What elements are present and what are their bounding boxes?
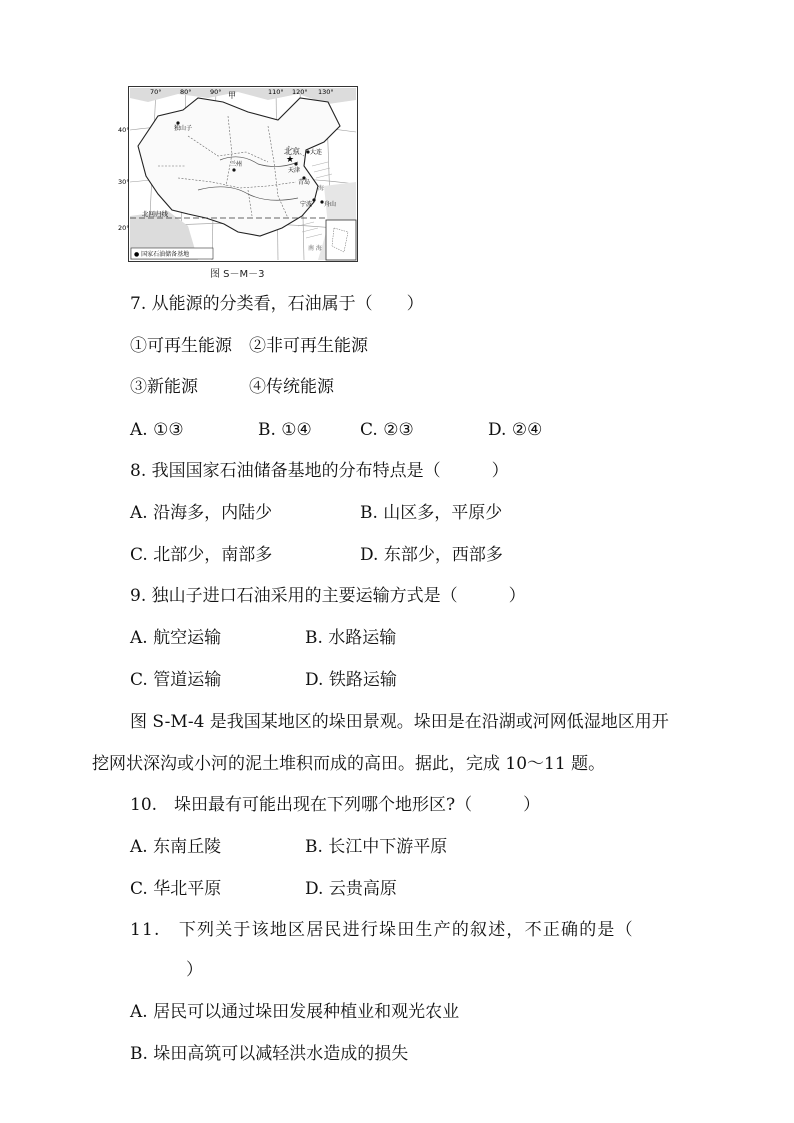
map-place-label: 大连 bbox=[310, 149, 323, 156]
map-figure bbox=[118, 86, 358, 262]
map-place-label: 兰州 bbox=[230, 161, 243, 168]
q7-stem: 7. 从能源的分类看，石油属于（ ） bbox=[130, 294, 424, 314]
q11-choice-a[interactable]: A. 居民可以通过垛田发展种植业和观光农业 bbox=[130, 1002, 460, 1022]
q8-choice-b[interactable]: B. 山区多，平原少 bbox=[360, 503, 503, 523]
passage-line1: 图 S-M-4 是我国某地区的垛田景观。垛田是在沿湖或河网低湿地区用开 bbox=[130, 712, 669, 732]
lat-label: 20° bbox=[118, 224, 130, 232]
map-legend: ● 国家石油储备基地 bbox=[134, 251, 190, 258]
q7-options-line1: ①可再生能源 ②非可再生能源 bbox=[130, 336, 368, 356]
passage-line2: 挖网状深沟或小河的泥土堆积而成的高田。据此，完成 10～11 题。 bbox=[92, 754, 606, 774]
q8-choice-a[interactable]: A. 沿海多，内陆少 bbox=[130, 503, 273, 523]
q10-stem: 10. 垛田最有可能出现在下列哪个地形区?（ ） bbox=[130, 795, 541, 815]
map-place-label: 宁波 bbox=[300, 201, 313, 208]
q8-choice-d[interactable]: D. 东部少，西部多 bbox=[360, 545, 503, 565]
q8-stem: 8. 我国国家石油储备基地的分布特点是（ ） bbox=[130, 461, 509, 481]
map-label-beijing: 北京 bbox=[284, 147, 300, 156]
q7-choice-a[interactable]: A. ①③ bbox=[130, 420, 184, 440]
q11-stem: 11. 下列关于该地区居民进行垛田生产的叙述，不正确的是（ bbox=[130, 920, 634, 940]
lon-label: 90° bbox=[210, 88, 222, 96]
q7-options-line2: ③新能源 ④传统能源 bbox=[130, 377, 334, 397]
q7-choice-b[interactable]: B. ①④ bbox=[258, 420, 312, 440]
star-icon: ★ bbox=[286, 155, 295, 165]
q9-choice-c[interactable]: C. 管道运输 bbox=[130, 670, 222, 690]
q9-choice-a[interactable]: A. 航空运输 bbox=[130, 628, 222, 648]
lon-label: 130° bbox=[318, 88, 334, 96]
lat-label: 40° bbox=[118, 126, 130, 134]
q8-choice-c[interactable]: C. 北部少，南部多 bbox=[130, 545, 273, 565]
q9-stem: 9. 独山子进口石油采用的主要运输方式是（ ） bbox=[130, 586, 526, 606]
lon-label: 110° bbox=[268, 88, 284, 96]
q9-choice-b[interactable]: B. 水路运输 bbox=[305, 628, 397, 648]
tropic-label: 北回归线 bbox=[142, 210, 168, 218]
q10-choice-c[interactable]: C. 华北平原 bbox=[130, 879, 222, 899]
q11-choice-b[interactable]: B. 垛田高筑可以减轻洪水造成的损失 bbox=[130, 1044, 409, 1064]
map-place-label: 舟山 bbox=[324, 201, 337, 208]
map-place-label: 青岛 bbox=[298, 179, 311, 186]
map-place-label: 独山子 bbox=[174, 125, 193, 132]
lon-label: 120° bbox=[292, 88, 308, 96]
map-place-label: 天津 bbox=[288, 167, 301, 174]
q10-choice-b[interactable]: B. 长江中下游平原 bbox=[305, 837, 448, 857]
sea-label: 南 海 bbox=[308, 245, 322, 252]
map-label-jia: 甲 bbox=[228, 91, 236, 100]
sea-label: 海 bbox=[318, 185, 325, 192]
lon-label: 70° bbox=[150, 88, 162, 96]
q7-choice-c[interactable]: C. ②③ bbox=[360, 420, 414, 440]
lat-label: 30° bbox=[118, 178, 130, 186]
q7-choice-d[interactable]: D. ②④ bbox=[488, 420, 543, 440]
lon-label: 80° bbox=[180, 88, 192, 96]
china-map bbox=[118, 86, 358, 262]
q9-choice-d[interactable]: D. 铁路运输 bbox=[305, 670, 397, 690]
q10-choice-a[interactable]: A. 东南丘陵 bbox=[130, 837, 222, 857]
q11-stem-cont: ） bbox=[186, 960, 203, 980]
map-caption: 图 S－M－3 bbox=[210, 269, 265, 280]
q10-choice-d[interactable]: D. 云贵高原 bbox=[305, 879, 397, 899]
